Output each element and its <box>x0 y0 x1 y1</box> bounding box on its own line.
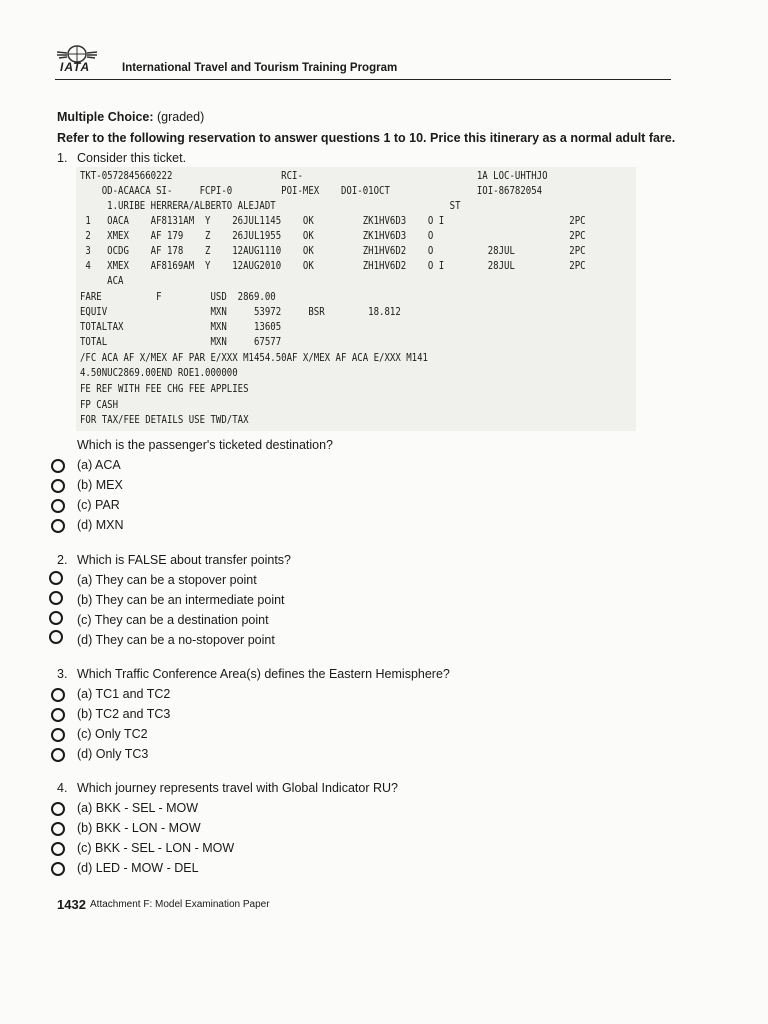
ticket-line: 2 XMEX AF 179 Z 26JUL1955 OK ZK1HV6D3 O 2PC <box>80 230 586 242</box>
ticket-line: EQUIV MXN 53972 BSR 18.812 <box>80 306 401 318</box>
ticket-line: 1 OACA AF8131AM Y 26JUL1145 OK ZK1HV6D3 O I 2PC <box>80 215 586 227</box>
answer-option[interactable]: (c) They can be a destination point <box>77 613 269 627</box>
ticket-line: /FC ACA AF X/MEX AF PAR E/XXX M1454.50AF X/MEX AF ACA E/XXX M141 <box>80 352 428 364</box>
question-number: 3. <box>57 667 68 681</box>
page-number: 1432 <box>57 897 86 912</box>
logo-wordmark: IATA <box>60 60 91 74</box>
ticket-line: FARE F USD 2869.00 <box>80 291 276 303</box>
ticket-line: OD-ACAACA SI- FCPI-0 POI-MEX DOI-01OCT IOI-86782054 <box>80 185 543 197</box>
answer-option[interactable]: (c) Only TC2 <box>77 727 148 741</box>
answer-option[interactable]: (d) LED - MOW - DEL <box>77 861 199 875</box>
ticket-line: TKT-0572845660222 RCI- 1A LOC-UHTHJO <box>80 170 548 182</box>
radio-button[interactable] <box>49 611 63 625</box>
radio-button[interactable] <box>49 571 63 585</box>
ticket-line: FOR TAX/FEE DETAILS USE TWD/TAX <box>80 414 249 426</box>
answer-option[interactable]: (a) ACA <box>77 458 121 472</box>
footer-text: Attachment F: Model Examination Paper <box>90 899 270 910</box>
program-title: International Travel and Tourism Training Program <box>122 62 398 74</box>
radio-button[interactable] <box>51 802 65 816</box>
radio-button[interactable] <box>51 708 65 722</box>
answer-option[interactable]: (b) MEX <box>77 478 123 492</box>
answer-option[interactable]: (a) They can be a stopover point <box>77 573 257 587</box>
answer-option[interactable]: (c) BKK - SEL - LON - MOW <box>77 841 235 855</box>
header-divider <box>55 79 671 80</box>
answer-option[interactable]: (b) BKK - LON - MOW <box>77 821 201 835</box>
ticket-line: 3 OCDG AF 178 Z 12AUG1110 OK ZH1HV6D2 O 28JUL 2PC <box>80 245 586 257</box>
radio-button[interactable] <box>51 479 65 493</box>
radio-button[interactable] <box>51 822 65 836</box>
ticket-line: TOTALTAX MXN 13605 <box>80 321 282 333</box>
ticket-line: FP CASH <box>80 399 119 411</box>
answer-option[interactable]: (a) BKK - SEL - MOW <box>77 801 199 815</box>
radio-button[interactable] <box>51 748 65 762</box>
answer-option[interactable]: (b) They can be an intermediate point <box>77 593 285 607</box>
answer-option[interactable]: (d) MXN <box>77 518 124 532</box>
radio-button[interactable] <box>51 842 65 856</box>
question-text: Which is FALSE about transfer points? <box>77 553 291 567</box>
question-text: Consider this ticket. <box>77 151 187 165</box>
question-3 <box>57 667 450 681</box>
question-text: Which Traffic Conference Area(s) defines the Eastern Hemisphere? <box>77 667 450 681</box>
question-1 <box>57 151 186 165</box>
question-prompt: Which is the passenger's ticketed destination? <box>77 438 333 452</box>
answer-option[interactable]: (d) They can be a no-stopover point <box>77 633 275 647</box>
section-instruction: Refer to the following reservation to answer questions 1 to 10. Price this itinerary as a normal adult fare. <box>57 131 676 145</box>
ticket-line: 4 XMEX AF8169AM Y 12AUG2010 OK ZH1HV6D2 O I 28JUL 2PC <box>80 260 586 272</box>
ticket-line: 1.URIBE HERRERA/ALBERTO ALEJADT ST <box>80 200 461 212</box>
radio-button[interactable] <box>51 459 65 473</box>
question-text: Which journey represents travel with Global Indicator RU? <box>77 781 398 795</box>
question-number: 1. <box>57 151 68 165</box>
ticket-line: FE REF WITH FEE CHG FEE APPLIES <box>80 383 249 395</box>
radio-button[interactable] <box>51 862 65 876</box>
question-number: 2. <box>57 553 68 567</box>
answer-option[interactable]: (d) Only TC3 <box>77 747 149 761</box>
radio-button[interactable] <box>51 519 65 533</box>
section-title-bold: Multiple Choice: <box>57 110 154 124</box>
ticket-line: 4.50NUC2869.00END ROE1.000000 <box>80 367 238 379</box>
radio-button[interactable] <box>51 688 65 702</box>
section-title-rest: (graded) <box>153 110 205 124</box>
question-number: 4. <box>57 781 68 795</box>
radio-button[interactable] <box>49 591 63 605</box>
ticket-line: ACA <box>80 275 124 287</box>
radio-button[interactable] <box>51 728 65 742</box>
ticket-record <box>76 167 636 431</box>
section-title <box>57 110 204 124</box>
answer-option[interactable]: (c) PAR <box>77 498 120 512</box>
question-2 <box>57 553 291 567</box>
radio-button[interactable] <box>51 499 65 513</box>
radio-button[interactable] <box>49 630 63 644</box>
answer-option[interactable]: (b) TC2 and TC3 <box>77 707 171 721</box>
question-4 <box>57 781 398 795</box>
ticket-line: TOTAL MXN 67577 <box>80 336 282 348</box>
answer-option[interactable]: (a) TC1 and TC2 <box>77 687 171 701</box>
